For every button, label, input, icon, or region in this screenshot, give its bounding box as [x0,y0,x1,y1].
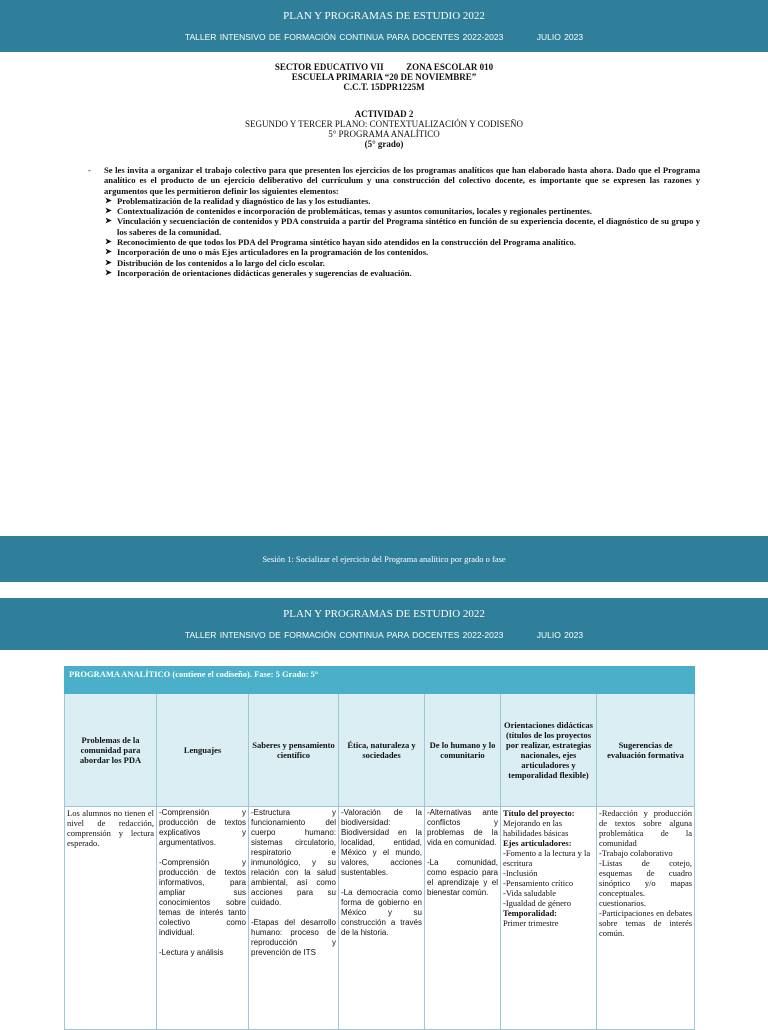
program-title: 5° PROGRAMA ANALÍTICO [328,129,440,139]
banner-subtitle [0,31,768,43]
elements-list [88,196,700,278]
arrow-bullet-icon: ➤ [105,206,112,216]
column-header: Orientaciones didácticas (títulos de los proyectos por realizar, estrategias nacionales, ejes articuladores y temporalidad flexible) [501,694,597,807]
program-table [64,666,695,1030]
banner-subtitle-text: TALLER INTENSIVO DE FORMACIÓN CONTINUA PARA DOCENTES 2022-2023 [184,32,504,42]
table-title-row [65,667,695,694]
table-row [65,807,695,1030]
column-header: Lenguajes [157,694,249,807]
arrow-bullet-icon: ➤ [105,247,112,257]
arrow-bullet-icon: ➤ [105,195,112,205]
table-title: PROGRAMA ANALÍTICO (contiene el codiseño). Fase: 5 Grado: 5° [65,667,695,694]
cell-sugerencias: -Redacción y producción de textos sobre alguna problemática de la comunidad -Trabajo colaborativo -Listas de cotejo, esquemas de cuadro sinóptico y/o mapas conceptuales. cuestionarios. -Participaciones en debates sobre temas de interés común. [597,807,695,1030]
list-item: ➤ Vinculación y secuenciación de contenidos y PDA construida a partir del Programa sintético en función de su experiencia docente, el diagnóstico de su grupo y los saberes de la comunidad. [105,216,700,237]
instructions-lead-text: Se les invita a organizar el trabajo colectivo para que presenten los ejercicios de los programas analíticos que han elaborado hasta ahora. Dado que el Programa analítico es el producto de un ejercicio deliberativo del currículum y una construcción del colectivo docente, es importante que se expresen las razones y argumentos que les permitieron definir los siguientes elementos: [104,165,700,196]
column-header: Sugerencias de evaluación formativa [597,694,695,807]
arrow-bullet-icon: ➤ [105,257,112,267]
arrow-bullet-icon: ➤ [105,216,112,226]
column-header: De lo humano y lo comunitario [425,694,501,807]
session-text: Sesión 1: Socializar el ejercicio del Programa analítico por grado o fase [262,554,506,564]
school-header [0,62,768,149]
cell-etica: -Valoración de la biodiversidad: Biodiversidad en la localidad, entidad, México y el mundo, valores, acciones sustentables. -La democracia como forma de gobierno en México y su construcción a través de la historia. [339,807,425,1030]
arrow-bullet-icon: ➤ [105,267,112,277]
instructions-lead [88,165,700,196]
cell-orientaciones: Título del proyecto: Mejorando en las habilidades básicas Ejes articuladores: -Fomento a la lectura y la escritura -Inclusión -Pensamiento crítico -Vida saludable -Igualdad de género Temporalidad: Primer trimestre [501,807,597,1030]
top-banner [0,0,768,52]
list-item: ➤ Contextualización de contenidos e incorporación de problemáticas, temas y asuntos comunitarios, locales y regionales pertinentes. [105,206,592,217]
grade-label: (5° grado) [364,139,404,149]
banner-month: JULIO 2023 [536,32,584,42]
table-header-row [65,694,695,807]
header-line2: ESCUELA PRIMARIA “20 DE NOVIEMBRE” [291,72,477,82]
column-header: Ética, naturaleza y sociedades [339,694,425,807]
second-banner [0,598,768,650]
activity-title: ACTIVIDAD 2 [354,109,414,119]
header-line1: SECTOR EDUCATIVO VII ZONA ESCOLAR 010 [274,62,494,72]
banner-subtitle-text: TALLER INTENSIVO DE FORMACIÓN CONTINUA PARA DOCENTES 2022-2023 [184,630,504,640]
list-item: ➤ Incorporación de orientaciones didácticas generales y sugerencias de evaluación. [105,267,412,278]
header-line3: C.C.T. 15DPR1225M [343,82,425,92]
instructions [88,165,700,278]
list-item: ➤ Reconocimiento de que todos los PDA del Programa sintético hayan sido atendidos en la construcción del Programa analítico. [105,237,576,248]
session-banner [0,536,768,582]
cell-humano: -Alternativas ante conflictos y problemas de la vida en comunidad. -La comunidad, como espacio para el aprendizaje y el bienestar común. [425,807,501,1030]
list-item: ➤ Distribución de los contenidos a lo largo del ciclo escolar. [105,257,325,268]
list-item: ➤ Problematización de la realidad y diagnóstico de las y los estudiantes. [105,195,371,206]
activity-subtitle: SEGUNDO Y TERCER PLANO: CONTEXTUALIZACIÓN Y CODISEÑO [245,119,523,129]
cell-saberes: -Estructura y funcionamiento del cuerpo humano: sistemas circulatorio, respiratorio e inmunológico, y su relación con la salud ambiental, así como acciones para su cuidado. -Etapas del desarrollo humano: proceso de reproducción y prevención de ITS [249,807,339,1030]
banner-title: PLAN Y PROGRAMAS DE ESTUDIO 2022 [283,10,485,22]
cell-problemas: Los alumnos no tienen el nivel de redacción, comprensión y lectura esperado. [65,807,157,1030]
column-header: Problemas de la comunidad para abordar los PDA [65,694,157,807]
banner-subtitle [0,629,768,641]
dash-marker: - [88,165,91,175]
list-item: ➤ Incorporación de uno o más Ejes articuladores en la programación de los contenidos. [105,247,429,258]
banner-month: JULIO 2023 [536,630,584,640]
arrow-bullet-icon: ➤ [105,237,112,247]
cell-lenguajes: -Comprensión y producción de textos explicativos y argumentativos. -Comprensión y producción de textos informativos, para ampliar sus conocimientos sobre temas de interés tanto colectivo como individual. -Lectura y análisis [157,807,249,1030]
banner-title: PLAN Y PROGRAMAS DE ESTUDIO 2022 [283,608,485,620]
column-header: Saberes y pensamiento científico [249,694,339,807]
